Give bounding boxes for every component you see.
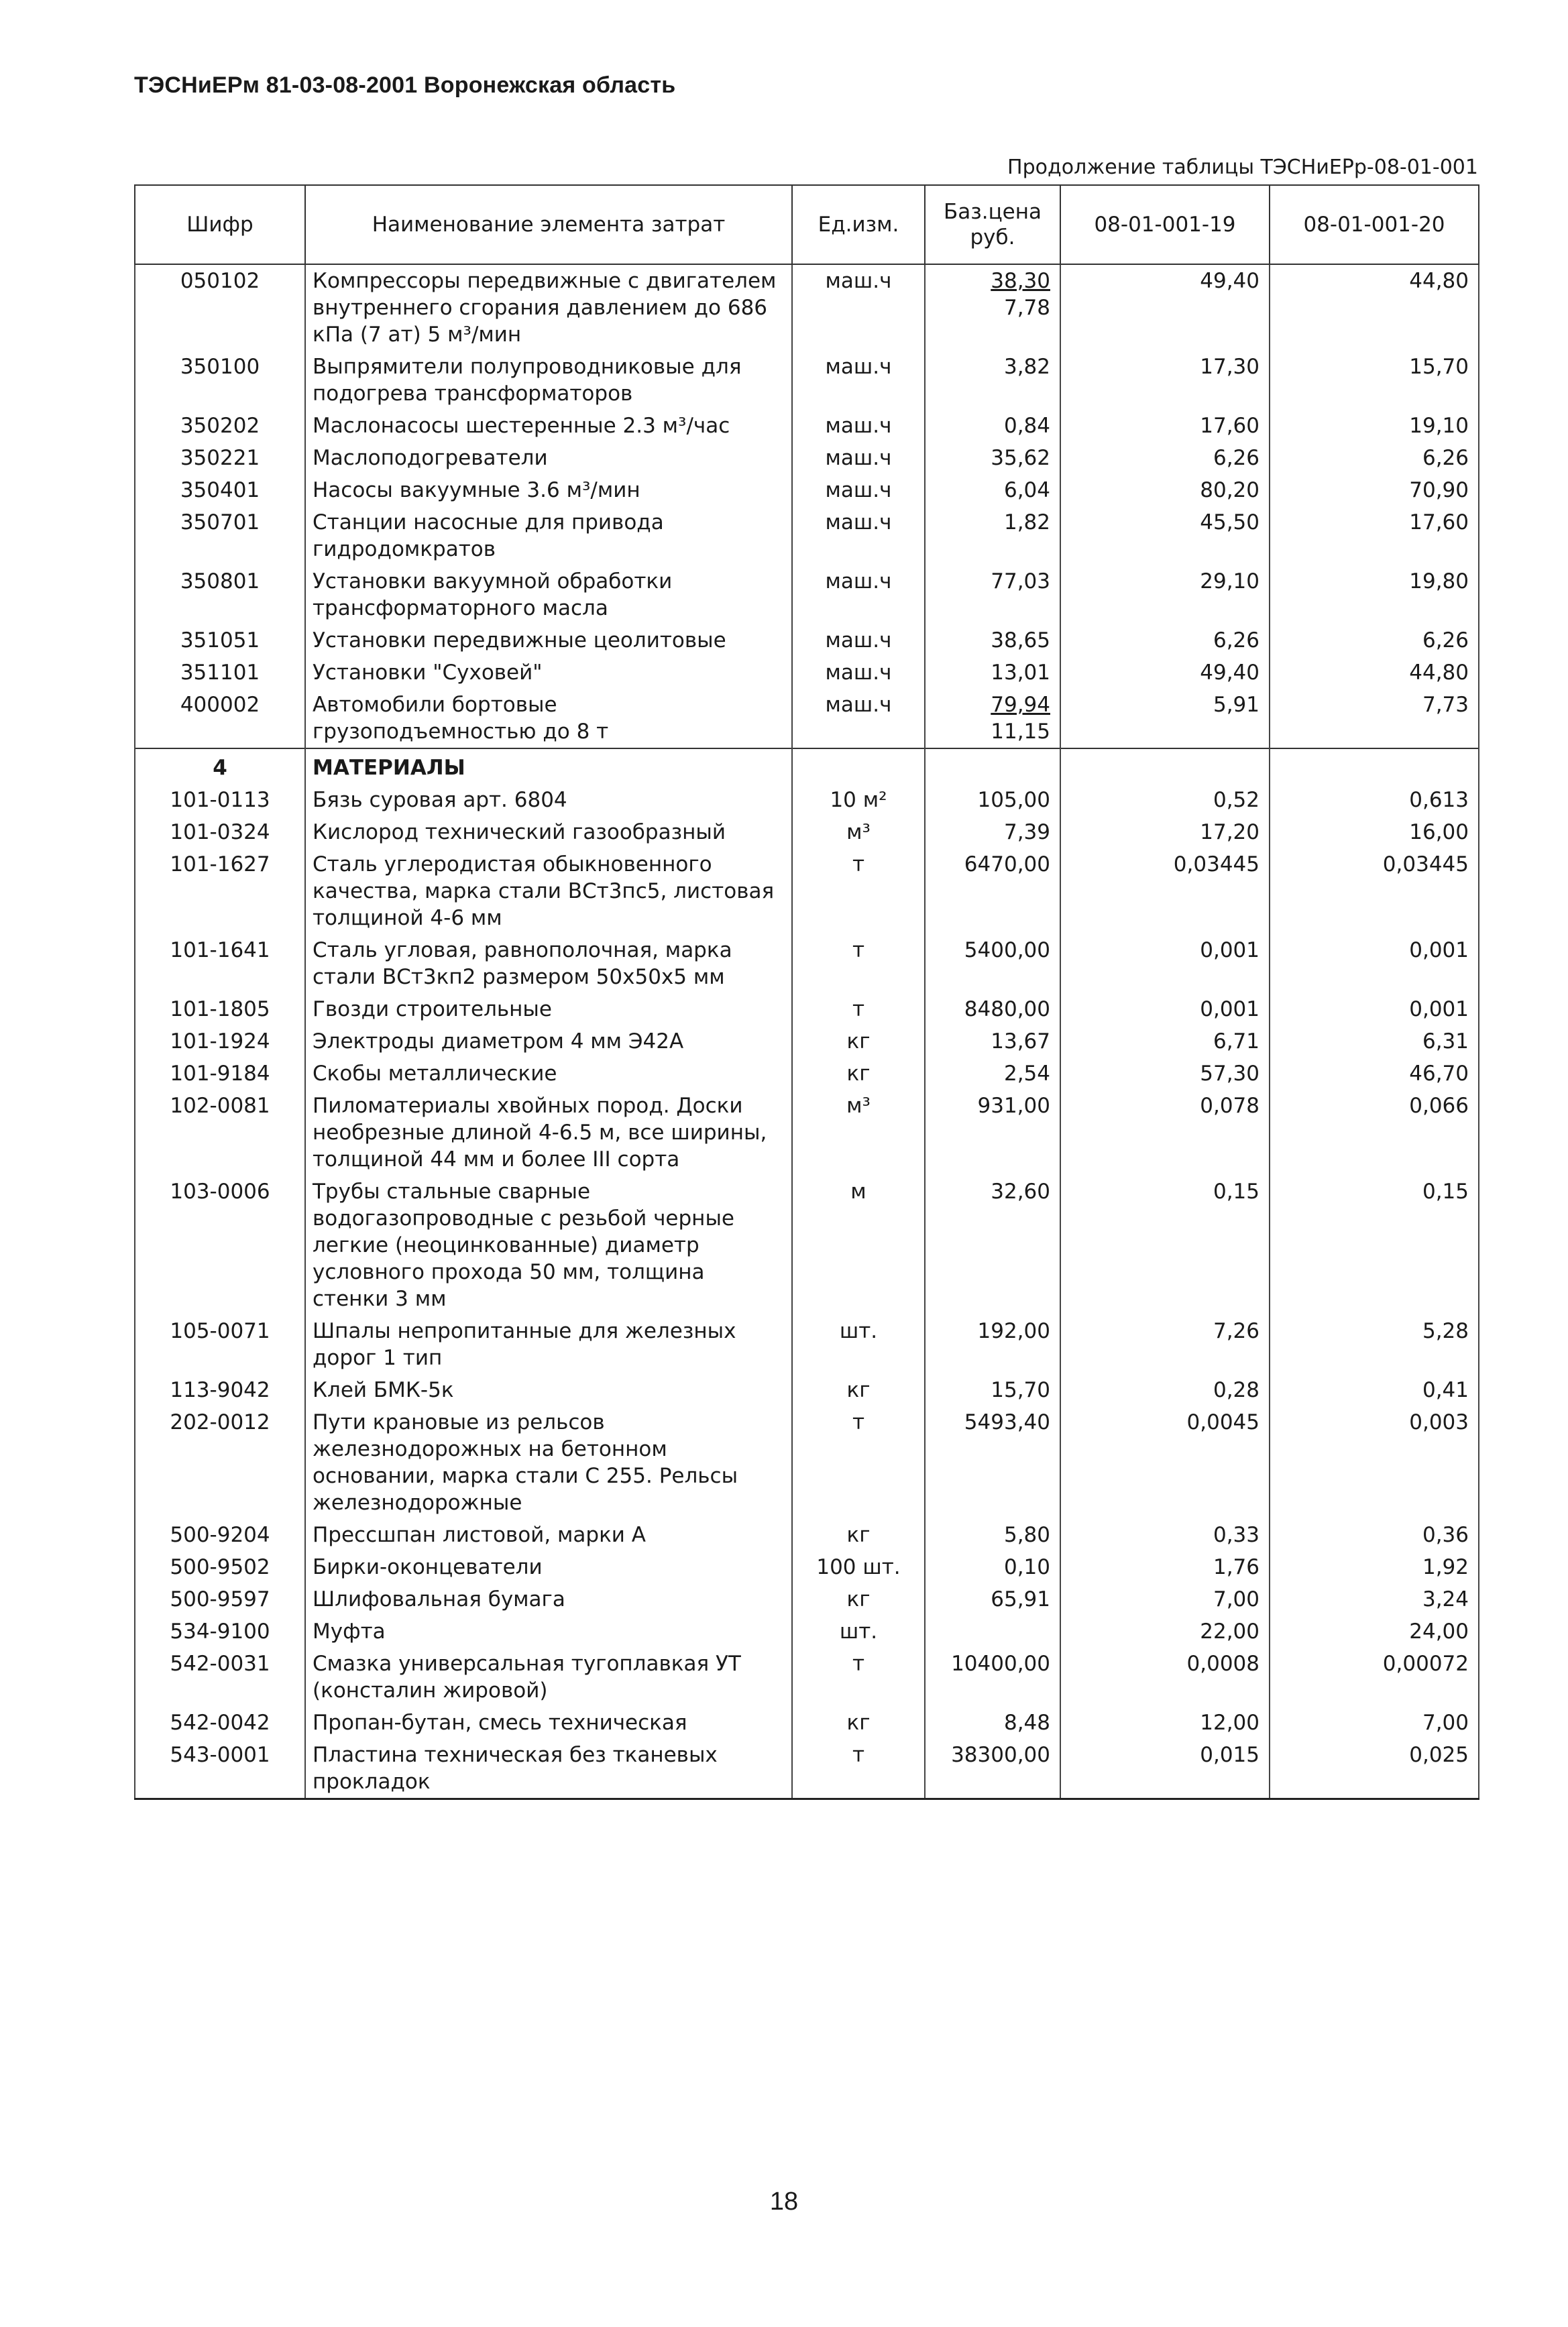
cell-value-19: 0,015 bbox=[1060, 1739, 1270, 1799]
cell-code: 542-0042 bbox=[135, 1707, 305, 1739]
cell-value-20: 0,001 bbox=[1270, 993, 1479, 1025]
cell-name: Установки передвижные цеолитовые bbox=[305, 624, 792, 657]
cell-unit: кг bbox=[792, 1583, 925, 1615]
table-row bbox=[135, 689, 1479, 748]
cell-value-19: 12,00 bbox=[1060, 1707, 1270, 1739]
cell-code: 101-9184 bbox=[135, 1058, 305, 1090]
cell-name: Гвозди строительные bbox=[305, 993, 792, 1025]
cell-unit: кг bbox=[792, 1025, 925, 1058]
cell-code: 101-0324 bbox=[135, 816, 305, 848]
cell-value-19: 6,26 bbox=[1060, 624, 1270, 657]
cell-value-20: 17,60 bbox=[1270, 506, 1479, 565]
cell-unit: кг bbox=[792, 1707, 925, 1739]
cell-code: 105-0071 bbox=[135, 1315, 305, 1374]
cell-value-19: 17,30 bbox=[1060, 351, 1270, 410]
cell-value-19: 5,91 bbox=[1060, 689, 1270, 748]
cell-unit: м bbox=[792, 1176, 925, 1315]
cell-value-20: 0,41 bbox=[1270, 1374, 1479, 1406]
table-row bbox=[135, 264, 1479, 351]
table-row bbox=[135, 1707, 1479, 1739]
cell-value-20: 0,025 bbox=[1270, 1739, 1479, 1799]
cell-price: 5,80 bbox=[925, 1519, 1060, 1551]
cell-price: 931,00 bbox=[925, 1090, 1060, 1176]
cell-name: Установки "Суховей" bbox=[305, 657, 792, 689]
cell-value-20: 0,001 bbox=[1270, 934, 1479, 993]
cell-value-20: 0,03445 bbox=[1270, 848, 1479, 934]
cell-value-20: 3,24 bbox=[1270, 1583, 1479, 1615]
price-current: 38,30 bbox=[991, 269, 1050, 293]
cell-value-19: 0,078 bbox=[1060, 1090, 1270, 1176]
cell-code: 350100 bbox=[135, 351, 305, 410]
table-row bbox=[135, 474, 1479, 506]
cell-price: 0,10 bbox=[925, 1551, 1060, 1583]
cell-value-19: 49,40 bbox=[1060, 657, 1270, 689]
table-row bbox=[135, 784, 1479, 816]
cell-price: 77,03 bbox=[925, 565, 1060, 624]
cell-value-19: 80,20 bbox=[1060, 474, 1270, 506]
section-title: МАТЕРИАЛЫ bbox=[305, 748, 792, 784]
cell-name: Сталь угловая, равнополочная, марка стали ВСт3кп2 размером 50х50х5 мм bbox=[305, 934, 792, 993]
cell-value-19: 1,76 bbox=[1060, 1551, 1270, 1583]
cell-code: 500-9597 bbox=[135, 1583, 305, 1615]
cell-unit: кг bbox=[792, 1519, 925, 1551]
cell-name: Смазка универсальная тугоплавкая УТ (консталин жировой) bbox=[305, 1648, 792, 1707]
cell-value-20: 24,00 bbox=[1270, 1615, 1479, 1648]
cell-price bbox=[925, 264, 1060, 351]
cell-code: 534-9100 bbox=[135, 1615, 305, 1648]
price-secondary: 7,78 bbox=[1003, 296, 1050, 320]
cell-value-19: 0,001 bbox=[1060, 993, 1270, 1025]
table-row bbox=[135, 1315, 1479, 1374]
cell-name: Маслоподогреватели bbox=[305, 442, 792, 474]
header-col-19: 08-01-001-19 bbox=[1060, 185, 1270, 264]
table-row bbox=[135, 848, 1479, 934]
cell-name: Бирки-оконцеватели bbox=[305, 1551, 792, 1583]
cell-code: 101-1627 bbox=[135, 848, 305, 934]
cell-name: Электроды диаметром 4 мм Э42А bbox=[305, 1025, 792, 1058]
cell-value-19: 0,33 bbox=[1060, 1519, 1270, 1551]
cell-code: 350221 bbox=[135, 442, 305, 474]
cell-name: Скобы металлические bbox=[305, 1058, 792, 1090]
cell-code: 113-9042 bbox=[135, 1374, 305, 1406]
cell-value-20: 0,36 bbox=[1270, 1519, 1479, 1551]
cell-name: Шлифовальная бумага bbox=[305, 1583, 792, 1615]
table-continuation-label: Продолжение таблицы ТЭСНиЕРр-08-01-001 bbox=[1007, 156, 1478, 179]
page-number: 18 bbox=[769, 2188, 799, 2216]
cell-unit: маш.ч bbox=[792, 506, 925, 565]
cell-value-19: 6,26 bbox=[1060, 442, 1270, 474]
cell-price: 32,60 bbox=[925, 1176, 1060, 1315]
cell-price: 7,39 bbox=[925, 816, 1060, 848]
cell-value-20: 0,00072 bbox=[1270, 1648, 1479, 1707]
cell-unit: маш.ч bbox=[792, 410, 925, 442]
cell-value-20: 6,26 bbox=[1270, 624, 1479, 657]
cell-value-20: 7,00 bbox=[1270, 1707, 1479, 1739]
cell-name: Насосы вакуумные 3.6 м³/мин bbox=[305, 474, 792, 506]
cell-value-19: 49,40 bbox=[1060, 264, 1270, 351]
cell-code: 102-0081 bbox=[135, 1090, 305, 1176]
table-row bbox=[135, 506, 1479, 565]
table-row bbox=[135, 1025, 1479, 1058]
cell-name: Пластина техническая без тканевых прокладок bbox=[305, 1739, 792, 1799]
cell-price: 5400,00 bbox=[925, 934, 1060, 993]
cell-price: 6,04 bbox=[925, 474, 1060, 506]
cell-value-19: 17,60 bbox=[1060, 410, 1270, 442]
cell-value-20: 44,80 bbox=[1270, 657, 1479, 689]
cell-value-19: 0,001 bbox=[1060, 934, 1270, 993]
cell-code: 351051 bbox=[135, 624, 305, 657]
header-col-20: 08-01-001-20 bbox=[1270, 185, 1479, 264]
cell-value-19: 22,00 bbox=[1060, 1615, 1270, 1648]
cell-unit: маш.ч bbox=[792, 624, 925, 657]
table-header bbox=[135, 185, 1479, 264]
table-row bbox=[135, 1551, 1479, 1583]
table-row bbox=[135, 816, 1479, 848]
table-row bbox=[135, 624, 1479, 657]
table-row bbox=[135, 1406, 1479, 1519]
header-name: Наименование элемента затрат bbox=[305, 185, 792, 264]
cell-code: 202-0012 bbox=[135, 1406, 305, 1519]
cell-value-19: 0,52 bbox=[1060, 784, 1270, 816]
cell-code: 101-0113 bbox=[135, 784, 305, 816]
cell-name: Пути крановые из рельсов железнодорожных на бетонном основании, марка стали С 255. Рельсы железнодорожные bbox=[305, 1406, 792, 1519]
cell-price bbox=[925, 689, 1060, 748]
cell-unit: маш.ч bbox=[792, 657, 925, 689]
cell-name: Выпрямители полупроводниковые для подогрева трансформаторов bbox=[305, 351, 792, 410]
cell-price: 105,00 bbox=[925, 784, 1060, 816]
cell-price: 35,62 bbox=[925, 442, 1060, 474]
cell-unit: маш.ч bbox=[792, 689, 925, 748]
cell-value-19: 0,0045 bbox=[1060, 1406, 1270, 1519]
cell-name: Прессшпан листовой, марки А bbox=[305, 1519, 792, 1551]
cell-code: 103-0006 bbox=[135, 1176, 305, 1315]
cell-name: Автомобили бортовые грузоподъемностью до 8 т bbox=[305, 689, 792, 748]
table-row bbox=[135, 657, 1479, 689]
cell-name: Компрессоры передвижные с двигателем внутреннего сгорания давлением до 686 кПа (7 ат) 5 м³/мин bbox=[305, 264, 792, 351]
cell-value-20: 6,31 bbox=[1270, 1025, 1479, 1058]
cell-value-20: 44,80 bbox=[1270, 264, 1479, 351]
cell-value-20: 19,10 bbox=[1270, 410, 1479, 442]
cell-price: 38,65 bbox=[925, 624, 1060, 657]
cell-price: 15,70 bbox=[925, 1374, 1060, 1406]
cell-value-19: 7,00 bbox=[1060, 1583, 1270, 1615]
cell-value-20: 70,90 bbox=[1270, 474, 1479, 506]
cell-unit: маш.ч bbox=[792, 474, 925, 506]
cell-code: 542-0031 bbox=[135, 1648, 305, 1707]
cell-price: 8480,00 bbox=[925, 993, 1060, 1025]
cell-value-20: 0,066 bbox=[1270, 1090, 1479, 1176]
cell-value-19: 0,03445 bbox=[1060, 848, 1270, 934]
table-row bbox=[135, 1615, 1479, 1648]
cell-value-20: 1,92 bbox=[1270, 1551, 1479, 1583]
table-row bbox=[135, 1519, 1479, 1551]
cell-unit: маш.ч bbox=[792, 565, 925, 624]
cell-price: 2,54 bbox=[925, 1058, 1060, 1090]
cell-name: Станции насосные для привода гидродомкратов bbox=[305, 506, 792, 565]
cell-code: 101-1924 bbox=[135, 1025, 305, 1058]
cell-price: 65,91 bbox=[925, 1583, 1060, 1615]
cell-name: Пропан-бутан, смесь техническая bbox=[305, 1707, 792, 1739]
header-price: Баз.цена руб. bbox=[925, 185, 1060, 264]
table-row bbox=[135, 1058, 1479, 1090]
cell-price: 0,84 bbox=[925, 410, 1060, 442]
cell-unit: 10 м² bbox=[792, 784, 925, 816]
table-body bbox=[135, 264, 1479, 1799]
header-code: Шифр bbox=[135, 185, 305, 264]
cell-unit: маш.ч bbox=[792, 264, 925, 351]
cell-price: 13,67 bbox=[925, 1025, 1060, 1058]
cell-price: 38300,00 bbox=[925, 1739, 1060, 1799]
cell-code: 543-0001 bbox=[135, 1739, 305, 1799]
cell-code: 350202 bbox=[135, 410, 305, 442]
cell-name: Пиломатериалы хвойных пород. Доски необрезные длиной 4-6.5 м, все ширины, толщиной 44 мм и более III сорта bbox=[305, 1090, 792, 1176]
cell-value-20: 5,28 bbox=[1270, 1315, 1479, 1374]
table-row bbox=[135, 1739, 1479, 1799]
cell-price: 192,00 bbox=[925, 1315, 1060, 1374]
table-row bbox=[135, 565, 1479, 624]
cell-value-19: 57,30 bbox=[1060, 1058, 1270, 1090]
cost-table bbox=[134, 184, 1479, 1800]
cell-unit: т bbox=[792, 1648, 925, 1707]
cell-unit: м³ bbox=[792, 1090, 925, 1176]
cell-unit: т bbox=[792, 1406, 925, 1519]
cell-value-20: 0,003 bbox=[1270, 1406, 1479, 1519]
cell-value-19: 6,71 bbox=[1060, 1025, 1270, 1058]
table-row bbox=[135, 1090, 1479, 1176]
table-row bbox=[135, 351, 1479, 410]
cell-value-19: 0,15 bbox=[1060, 1176, 1270, 1315]
cell-unit: т bbox=[792, 934, 925, 993]
cell-code: 350401 bbox=[135, 474, 305, 506]
cell-unit: кг bbox=[792, 1058, 925, 1090]
cell-value-19: 0,28 bbox=[1060, 1374, 1270, 1406]
cell-price: 3,82 bbox=[925, 351, 1060, 410]
table-row bbox=[135, 410, 1479, 442]
cell-name: Маслонасосы шестеренные 2.3 м³/час bbox=[305, 410, 792, 442]
cell-unit: м³ bbox=[792, 816, 925, 848]
cell-code: 101-1641 bbox=[135, 934, 305, 993]
cell-price bbox=[925, 1615, 1060, 1648]
cell-value-19: 17,20 bbox=[1060, 816, 1270, 848]
cell-price: 6470,00 bbox=[925, 848, 1060, 934]
cell-unit: т bbox=[792, 848, 925, 934]
cell-value-20: 6,26 bbox=[1270, 442, 1479, 474]
cell-code: 050102 bbox=[135, 264, 305, 351]
cell-code: 400002 bbox=[135, 689, 305, 748]
cell-unit: кг bbox=[792, 1374, 925, 1406]
table-row bbox=[135, 1648, 1479, 1707]
cell-code: 500-9502 bbox=[135, 1551, 305, 1583]
header-unit: Ед.изм. bbox=[792, 185, 925, 264]
table-row bbox=[135, 1374, 1479, 1406]
cell-unit: т bbox=[792, 1739, 925, 1799]
table-row bbox=[135, 1583, 1479, 1615]
cell-value-19: 29,10 bbox=[1060, 565, 1270, 624]
cell-code: 351101 bbox=[135, 657, 305, 689]
table-row bbox=[135, 934, 1479, 993]
section-header-row bbox=[135, 748, 1479, 784]
cell-value-19: 7,26 bbox=[1060, 1315, 1270, 1374]
document-title: ТЭСНиЕРм 81-03-08-2001 Воронежская область bbox=[134, 72, 676, 98]
cell-value-19: 0,0008 bbox=[1060, 1648, 1270, 1707]
cell-unit: 100 шт. bbox=[792, 1551, 925, 1583]
cell-value-20: 15,70 bbox=[1270, 351, 1479, 410]
cell-price: 1,82 bbox=[925, 506, 1060, 565]
cell-price: 8,48 bbox=[925, 1707, 1060, 1739]
price-secondary: 11,15 bbox=[991, 720, 1050, 744]
cell-code: 500-9204 bbox=[135, 1519, 305, 1551]
cell-unit: маш.ч bbox=[792, 442, 925, 474]
table-row bbox=[135, 1176, 1479, 1315]
cell-name: Трубы стальные сварные водогазопроводные с резьбой черные легкие (неоцинкованные) диаметр условного прохода 50 мм, толщина стенки 3 мм bbox=[305, 1176, 792, 1315]
cell-code: 350701 bbox=[135, 506, 305, 565]
cell-value-19: 45,50 bbox=[1060, 506, 1270, 565]
cell-name: Установки вакуумной обработки трансформаторного масла bbox=[305, 565, 792, 624]
cell-value-20: 0,613 bbox=[1270, 784, 1479, 816]
cell-value-20: 16,00 bbox=[1270, 816, 1479, 848]
cell-code: 350801 bbox=[135, 565, 305, 624]
table-row bbox=[135, 993, 1479, 1025]
cell-name: Шпалы непропитанные для железных дорог 1 тип bbox=[305, 1315, 792, 1374]
cell-name: Кислород технический газообразный bbox=[305, 816, 792, 848]
cell-price: 5493,40 bbox=[925, 1406, 1060, 1519]
cell-price: 13,01 bbox=[925, 657, 1060, 689]
cell-code: 101-1805 bbox=[135, 993, 305, 1025]
cell-price: 10400,00 bbox=[925, 1648, 1060, 1707]
cell-name: Бязь суровая арт. 6804 bbox=[305, 784, 792, 816]
table-row bbox=[135, 442, 1479, 474]
price-current: 79,94 bbox=[991, 693, 1050, 717]
section-number: 4 bbox=[135, 748, 305, 784]
cell-name: Клей БМК-5к bbox=[305, 1374, 792, 1406]
cell-name: Муфта bbox=[305, 1615, 792, 1648]
cell-name: Сталь углеродистая обыкновенного качества, марка стали ВСт3пс5, листовая толщиной 4-6 мм bbox=[305, 848, 792, 934]
cell-unit: маш.ч bbox=[792, 351, 925, 410]
cell-value-20: 0,15 bbox=[1270, 1176, 1479, 1315]
cell-value-20: 19,80 bbox=[1270, 565, 1479, 624]
cell-value-20: 46,70 bbox=[1270, 1058, 1479, 1090]
cell-value-20: 7,73 bbox=[1270, 689, 1479, 748]
cell-unit: т bbox=[792, 993, 925, 1025]
cell-unit: шт. bbox=[792, 1615, 925, 1648]
cell-unit: шт. bbox=[792, 1315, 925, 1374]
